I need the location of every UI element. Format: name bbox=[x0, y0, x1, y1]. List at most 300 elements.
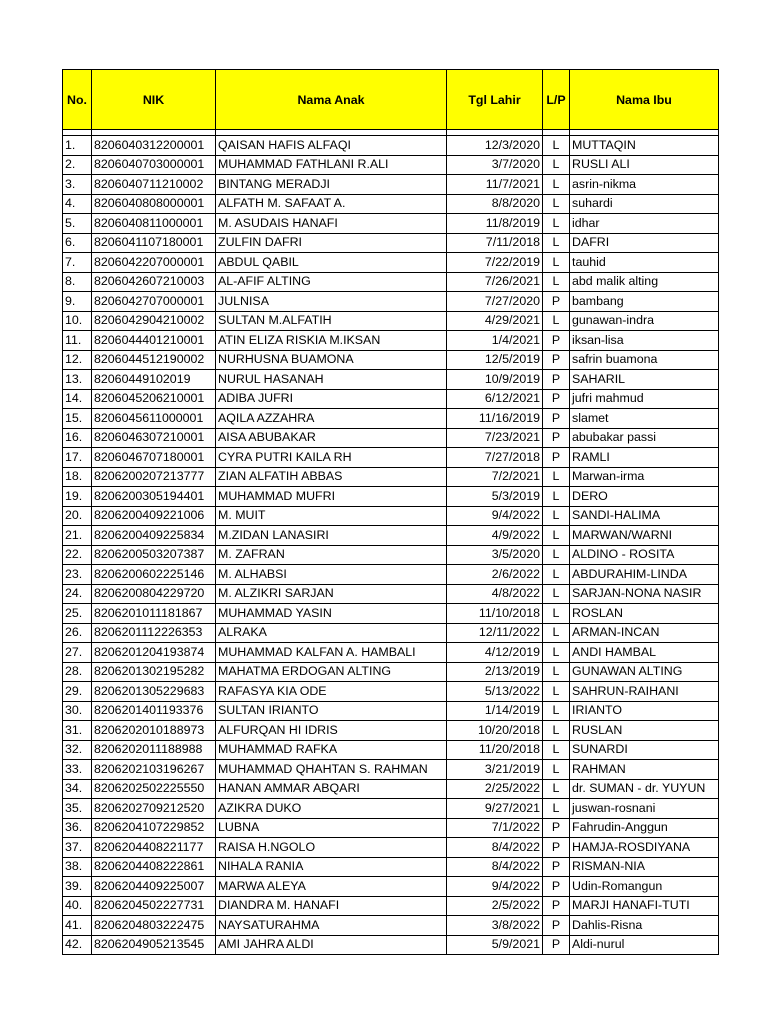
cell-tgl-lahir: 12/3/2020 bbox=[447, 136, 543, 156]
cell-nama-ibu: bambang bbox=[570, 292, 719, 312]
cell-lp: L bbox=[543, 740, 570, 760]
cell-tgl-lahir: 10/9/2019 bbox=[447, 370, 543, 390]
cell-nik: 8206044401210001 bbox=[92, 331, 216, 351]
cell-nama-ibu: GUNAWAN ALTING bbox=[570, 662, 719, 682]
cell-no: 38. bbox=[63, 857, 92, 877]
table-row bbox=[63, 818, 719, 838]
cell-nik: 8206202502225550 bbox=[92, 779, 216, 799]
cell-nik: 8206201112226353 bbox=[92, 623, 216, 643]
table-row bbox=[63, 896, 719, 916]
cell-nama-anak: M. ALHABSI bbox=[216, 565, 447, 585]
cell-nama-ibu: slamet bbox=[570, 409, 719, 429]
cell-nik: 8206040811000001 bbox=[92, 214, 216, 234]
cell-tgl-lahir: 2/25/2022 bbox=[447, 779, 543, 799]
cell-nik: 8206204905213545 bbox=[92, 935, 216, 955]
cell-lp: P bbox=[543, 292, 570, 312]
cell-tgl-lahir: 5/9/2021 bbox=[447, 935, 543, 955]
cell-nik: 8206046707180001 bbox=[92, 448, 216, 468]
cell-nik: 8206046307210001 bbox=[92, 428, 216, 448]
cell-no: 35. bbox=[63, 799, 92, 819]
cell-nama-ibu: SAHARIL bbox=[570, 370, 719, 390]
cell-tgl-lahir: 5/13/2022 bbox=[447, 682, 543, 702]
cell-tgl-lahir: 3/21/2019 bbox=[447, 760, 543, 780]
table-row bbox=[63, 292, 719, 312]
header-nik: NIK bbox=[92, 70, 216, 130]
cell-tgl-lahir: 4/8/2022 bbox=[447, 584, 543, 604]
table-row bbox=[63, 350, 719, 370]
table-row bbox=[63, 409, 719, 429]
cell-tgl-lahir: 7/1/2022 bbox=[447, 818, 543, 838]
cell-no: 2. bbox=[63, 155, 92, 175]
cell-nik: 8206201011181867 bbox=[92, 604, 216, 624]
cell-no: 29. bbox=[63, 682, 92, 702]
cell-tgl-lahir: 9/27/2021 bbox=[447, 799, 543, 819]
table-row bbox=[63, 214, 719, 234]
cell-nama-ibu: iksan-lisa bbox=[570, 331, 719, 351]
table-row bbox=[63, 779, 719, 799]
cell-nama-anak: ATIN ELIZA RISKIA M.IKSAN bbox=[216, 331, 447, 351]
cell-nik: 8206040703000001 bbox=[92, 155, 216, 175]
cell-nama-anak: M.ZIDAN LANASIRI bbox=[216, 526, 447, 546]
cell-nama-anak: MUHAMMAD MUFRI bbox=[216, 487, 447, 507]
cell-no: 7. bbox=[63, 253, 92, 273]
cell-no: 13. bbox=[63, 370, 92, 390]
cell-no: 14. bbox=[63, 389, 92, 409]
cell-lp: P bbox=[543, 389, 570, 409]
table-row bbox=[63, 253, 719, 273]
cell-nama-ibu: MUTTAQIN bbox=[570, 136, 719, 156]
cell-lp: P bbox=[543, 409, 570, 429]
cell-lp: P bbox=[543, 916, 570, 936]
cell-nik: 8206204803222475 bbox=[92, 916, 216, 936]
cell-nama-ibu: RAHMAN bbox=[570, 760, 719, 780]
cell-no: 3. bbox=[63, 175, 92, 195]
cell-nama-anak: M. ALZIKRI SARJAN bbox=[216, 584, 447, 604]
cell-lp: L bbox=[543, 779, 570, 799]
header-row bbox=[63, 70, 719, 130]
cell-nama-ibu: safrin buamona bbox=[570, 350, 719, 370]
cell-nama-anak: AL-AFIF ALTING bbox=[216, 272, 447, 292]
cell-tgl-lahir: 9/4/2022 bbox=[447, 506, 543, 526]
cell-no: 21. bbox=[63, 526, 92, 546]
cell-nama-ibu: DAFRI bbox=[570, 233, 719, 253]
cell-lp: P bbox=[543, 857, 570, 877]
cell-nama-ibu: asrin-nikma bbox=[570, 175, 719, 195]
table-row bbox=[63, 233, 719, 253]
cell-lp: L bbox=[543, 799, 570, 819]
cell-nama-ibu: IRIANTO bbox=[570, 701, 719, 721]
cell-nama-anak: ABDUL QABIL bbox=[216, 253, 447, 273]
cell-tgl-lahir: 12/5/2019 bbox=[447, 350, 543, 370]
cell-lp: P bbox=[543, 428, 570, 448]
cell-nama-anak: NIHALA RANIA bbox=[216, 857, 447, 877]
table-row bbox=[63, 506, 719, 526]
cell-nik: 82060449102019 bbox=[92, 370, 216, 390]
cell-tgl-lahir: 7/23/2021 bbox=[447, 428, 543, 448]
table-row bbox=[63, 545, 719, 565]
cell-no: 41. bbox=[63, 916, 92, 936]
cell-nik: 8206200602225146 bbox=[92, 565, 216, 585]
cell-lp: L bbox=[543, 506, 570, 526]
cell-nik: 8206204502227731 bbox=[92, 896, 216, 916]
cell-lp: L bbox=[543, 155, 570, 175]
cell-nik: 8206200503207387 bbox=[92, 545, 216, 565]
cell-nama-ibu: gunawan-indra bbox=[570, 311, 719, 331]
cell-nama-ibu: suhardi bbox=[570, 194, 719, 214]
cell-nama-anak: MUHAMMAD KALFAN A. HAMBALI bbox=[216, 643, 447, 663]
cell-nik: 8206200305194401 bbox=[92, 487, 216, 507]
cell-nik: 8206042904210002 bbox=[92, 311, 216, 331]
cell-tgl-lahir: 7/27/2018 bbox=[447, 448, 543, 468]
cell-no: 26. bbox=[63, 623, 92, 643]
table-row bbox=[63, 682, 719, 702]
table-row bbox=[63, 467, 719, 487]
table-row bbox=[63, 857, 719, 877]
table-row bbox=[63, 935, 719, 955]
cell-nama-anak: ALFATH M. SAFAAT A. bbox=[216, 194, 447, 214]
header-no: No. bbox=[63, 70, 92, 130]
cell-no: 42. bbox=[63, 935, 92, 955]
cell-nama-anak: DIANDRA M. HANAFI bbox=[216, 896, 447, 916]
cell-tgl-lahir: 7/26/2021 bbox=[447, 272, 543, 292]
cell-nama-anak: ZIAN ALFATIH ABBAS bbox=[216, 467, 447, 487]
table-row bbox=[63, 194, 719, 214]
cell-nama-anak: RAISA H.NGOLO bbox=[216, 838, 447, 858]
cell-nama-ibu: Dahlis-Risna bbox=[570, 916, 719, 936]
cell-nama-anak: AMI JAHRA ALDI bbox=[216, 935, 447, 955]
cell-tgl-lahir: 5/3/2019 bbox=[447, 487, 543, 507]
cell-tgl-lahir: 11/7/2021 bbox=[447, 175, 543, 195]
cell-tgl-lahir: 2/13/2019 bbox=[447, 662, 543, 682]
cell-lp: L bbox=[543, 643, 570, 663]
cell-nama-ibu: tauhid bbox=[570, 253, 719, 273]
cell-nama-ibu: RAMLI bbox=[570, 448, 719, 468]
cell-tgl-lahir: 8/4/2022 bbox=[447, 857, 543, 877]
cell-tgl-lahir: 11/8/2019 bbox=[447, 214, 543, 234]
cell-nama-ibu: Udin-Romangun bbox=[570, 877, 719, 897]
cell-nama-ibu: DERO bbox=[570, 487, 719, 507]
cell-no: 37. bbox=[63, 838, 92, 858]
cell-lp: L bbox=[543, 311, 570, 331]
cell-nama-ibu: abubakar passi bbox=[570, 428, 719, 448]
cell-lp: L bbox=[543, 214, 570, 234]
table-row bbox=[63, 838, 719, 858]
cell-nama-ibu: RUSLI ALI bbox=[570, 155, 719, 175]
cell-nama-anak: AQILA AZZAHRA bbox=[216, 409, 447, 429]
table-row bbox=[63, 877, 719, 897]
cell-nama-ibu: SANDI-HALIMA bbox=[570, 506, 719, 526]
table-row bbox=[63, 701, 719, 721]
cell-nik: 8206045206210001 bbox=[92, 389, 216, 409]
cell-nama-ibu: Marwan-irma bbox=[570, 467, 719, 487]
cell-no: 17. bbox=[63, 448, 92, 468]
cell-nama-anak: M. ZAFRAN bbox=[216, 545, 447, 565]
cell-lp: P bbox=[543, 838, 570, 858]
cell-nama-ibu: ANDI HAMBAL bbox=[570, 643, 719, 663]
cell-lp: L bbox=[543, 565, 570, 585]
cell-nama-ibu: HAMJA-ROSDIYANA bbox=[570, 838, 719, 858]
cell-lp: L bbox=[543, 662, 570, 682]
cell-lp: P bbox=[543, 877, 570, 897]
cell-lp: L bbox=[543, 194, 570, 214]
cell-lp: L bbox=[543, 526, 570, 546]
cell-lp: L bbox=[543, 136, 570, 156]
cell-nik: 8206201204193874 bbox=[92, 643, 216, 663]
cell-nama-ibu: jufri mahmud bbox=[570, 389, 719, 409]
cell-nama-anak: ALRAKA bbox=[216, 623, 447, 643]
cell-lp: L bbox=[543, 272, 570, 292]
cell-nik: 8206201302195282 bbox=[92, 662, 216, 682]
cell-nama-anak: ADIBA JUFRI bbox=[216, 389, 447, 409]
cell-nik: 8206044512190002 bbox=[92, 350, 216, 370]
cell-tgl-lahir: 4/12/2019 bbox=[447, 643, 543, 663]
cell-lp: P bbox=[543, 896, 570, 916]
cell-nik: 8206204409225007 bbox=[92, 877, 216, 897]
table-row bbox=[63, 136, 719, 156]
header-nama-anak: Nama Anak bbox=[216, 70, 447, 130]
cell-nama-anak: JULNISA bbox=[216, 292, 447, 312]
table-row bbox=[63, 448, 719, 468]
cell-lp: L bbox=[543, 487, 570, 507]
cell-lp: P bbox=[543, 818, 570, 838]
cell-lp: P bbox=[543, 935, 570, 955]
cell-no: 31. bbox=[63, 721, 92, 741]
cell-no: 36. bbox=[63, 818, 92, 838]
cell-lp: L bbox=[543, 721, 570, 741]
table-row bbox=[63, 799, 719, 819]
cell-nik: 8206201305229683 bbox=[92, 682, 216, 702]
table-body bbox=[63, 136, 719, 955]
cell-nama-anak: NURUL HASANAH bbox=[216, 370, 447, 390]
header-tgl-lahir: Tgl Lahir bbox=[447, 70, 543, 130]
cell-nama-anak: MUHAMMAD YASIN bbox=[216, 604, 447, 624]
cell-nama-anak: M. ASUDAIS HANAFI bbox=[216, 214, 447, 234]
cell-no: 1. bbox=[63, 136, 92, 156]
cell-nama-ibu: Aldi-nurul bbox=[570, 935, 719, 955]
cell-tgl-lahir: 3/7/2020 bbox=[447, 155, 543, 175]
table-row bbox=[63, 604, 719, 624]
cell-tgl-lahir: 11/10/2018 bbox=[447, 604, 543, 624]
cell-lp: P bbox=[543, 350, 570, 370]
cell-nama-anak: NURHUSNA BUAMONA bbox=[216, 350, 447, 370]
cell-lp: P bbox=[543, 370, 570, 390]
data-table bbox=[62, 69, 719, 955]
cell-no: 27. bbox=[63, 643, 92, 663]
cell-tgl-lahir: 9/4/2022 bbox=[447, 877, 543, 897]
cell-tgl-lahir: 10/20/2018 bbox=[447, 721, 543, 741]
cell-nama-anak: ZULFIN DAFRI bbox=[216, 233, 447, 253]
cell-no: 24. bbox=[63, 584, 92, 604]
cell-nik: 8206042707000001 bbox=[92, 292, 216, 312]
cell-nama-anak: MUHAMMAD FATHLANI R.ALI bbox=[216, 155, 447, 175]
cell-no: 22. bbox=[63, 545, 92, 565]
cell-lp: L bbox=[543, 233, 570, 253]
table-row bbox=[63, 311, 719, 331]
table-row bbox=[63, 175, 719, 195]
cell-nama-ibu: ALDINO - ROSITA bbox=[570, 545, 719, 565]
cell-nama-ibu: ABDURAHIM-LINDA bbox=[570, 565, 719, 585]
table-row bbox=[63, 721, 719, 741]
cell-tgl-lahir: 8/4/2022 bbox=[447, 838, 543, 858]
cell-nik: 8206202709212520 bbox=[92, 799, 216, 819]
cell-nama-ibu: RUSLAN bbox=[570, 721, 719, 741]
cell-nama-anak: MUHAMMAD RAFKA bbox=[216, 740, 447, 760]
cell-lp: L bbox=[543, 604, 570, 624]
cell-lp: L bbox=[543, 623, 570, 643]
cell-nama-anak: LUBNA bbox=[216, 818, 447, 838]
header-lp: L/P bbox=[543, 70, 570, 130]
cell-no: 23. bbox=[63, 565, 92, 585]
cell-nama-anak: MAHATMA ERDOGAN ALTING bbox=[216, 662, 447, 682]
cell-tgl-lahir: 11/20/2018 bbox=[447, 740, 543, 760]
cell-nik: 8206040312200001 bbox=[92, 136, 216, 156]
cell-lp: L bbox=[543, 175, 570, 195]
cell-tgl-lahir: 3/5/2020 bbox=[447, 545, 543, 565]
cell-nama-anak: BINTANG MERADJI bbox=[216, 175, 447, 195]
cell-nama-anak: HANAN AMMAR ABQARI bbox=[216, 779, 447, 799]
cell-no: 6. bbox=[63, 233, 92, 253]
cell-nama-ibu: ROSLAN bbox=[570, 604, 719, 624]
cell-nik: 8206202011188988 bbox=[92, 740, 216, 760]
cell-tgl-lahir: 2/5/2022 bbox=[447, 896, 543, 916]
cell-nik: 8206040711210002 bbox=[92, 175, 216, 195]
table-row bbox=[63, 565, 719, 585]
cell-tgl-lahir: 2/6/2022 bbox=[447, 565, 543, 585]
table-row bbox=[63, 526, 719, 546]
cell-nama-anak: CYRA PUTRI KAILA RH bbox=[216, 448, 447, 468]
cell-nama-ibu: idhar bbox=[570, 214, 719, 234]
cell-lp: P bbox=[543, 331, 570, 351]
cell-no: 33. bbox=[63, 760, 92, 780]
cell-nama-anak: RAFASYA KIA ODE bbox=[216, 682, 447, 702]
table-row bbox=[63, 370, 719, 390]
table-row bbox=[63, 662, 719, 682]
cell-nik: 8206200409225834 bbox=[92, 526, 216, 546]
cell-nama-anak: SULTAN IRIANTO bbox=[216, 701, 447, 721]
cell-lp: L bbox=[543, 701, 570, 721]
cell-nik: 8206204107229852 bbox=[92, 818, 216, 838]
cell-tgl-lahir: 7/27/2020 bbox=[447, 292, 543, 312]
cell-nik: 8206040808000001 bbox=[92, 194, 216, 214]
cell-no: 18. bbox=[63, 467, 92, 487]
cell-lp: L bbox=[543, 545, 570, 565]
cell-lp: L bbox=[543, 584, 570, 604]
cell-no: 40. bbox=[63, 896, 92, 916]
cell-tgl-lahir: 3/8/2022 bbox=[447, 916, 543, 936]
cell-nama-anak: NAYSATURAHMA bbox=[216, 916, 447, 936]
table-row bbox=[63, 740, 719, 760]
table-row bbox=[63, 428, 719, 448]
table-row bbox=[63, 643, 719, 663]
cell-nik: 8206204408221177 bbox=[92, 838, 216, 858]
cell-no: 15. bbox=[63, 409, 92, 429]
cell-nik: 8206042607210003 bbox=[92, 272, 216, 292]
cell-nama-anak: M. MUIT bbox=[216, 506, 447, 526]
cell-nama-anak: SULTAN M.ALFATIH bbox=[216, 311, 447, 331]
cell-nama-ibu: ARMAN-INCAN bbox=[570, 623, 719, 643]
cell-nik: 8206202010188973 bbox=[92, 721, 216, 741]
cell-nama-ibu: dr. SUMAN - dr. YUYUN bbox=[570, 779, 719, 799]
cell-lp: L bbox=[543, 467, 570, 487]
cell-tgl-lahir: 1/4/2021 bbox=[447, 331, 543, 351]
cell-nama-ibu: MARJI HANAFI-TUTI bbox=[570, 896, 719, 916]
table-row bbox=[63, 916, 719, 936]
cell-nik: 8206200409221006 bbox=[92, 506, 216, 526]
table-row bbox=[63, 331, 719, 351]
cell-no: 16. bbox=[63, 428, 92, 448]
cell-no: 20. bbox=[63, 506, 92, 526]
table-row bbox=[63, 760, 719, 780]
cell-nama-anak: MUHAMMAD QHAHTAN S. RAHMAN bbox=[216, 760, 447, 780]
cell-nik: 8206200207213777 bbox=[92, 467, 216, 487]
cell-nama-anak: AISA ABUBAKAR bbox=[216, 428, 447, 448]
table-row bbox=[63, 155, 719, 175]
cell-no: 34. bbox=[63, 779, 92, 799]
cell-no: 4. bbox=[63, 194, 92, 214]
cell-nik: 8206200804229720 bbox=[92, 584, 216, 604]
cell-nama-anak: QAISAN HAFIS ALFAQI bbox=[216, 136, 447, 156]
cell-no: 30. bbox=[63, 701, 92, 721]
table-row bbox=[63, 272, 719, 292]
table-row bbox=[63, 623, 719, 643]
cell-nama-ibu: MARWAN/WARNI bbox=[570, 526, 719, 546]
cell-tgl-lahir: 12/11/2022 bbox=[447, 623, 543, 643]
cell-nama-anak: MARWA ALEYA bbox=[216, 877, 447, 897]
cell-nama-anak: ALFURQAN HI IDRIS bbox=[216, 721, 447, 741]
cell-tgl-lahir: 4/29/2021 bbox=[447, 311, 543, 331]
cell-nik: 8206042207000001 bbox=[92, 253, 216, 273]
cell-nama-ibu: juswan-rosnani bbox=[570, 799, 719, 819]
cell-nik: 8206204408222861 bbox=[92, 857, 216, 877]
cell-nik: 8206202103196267 bbox=[92, 760, 216, 780]
cell-tgl-lahir: 4/9/2022 bbox=[447, 526, 543, 546]
cell-no: 11. bbox=[63, 331, 92, 351]
cell-no: 32. bbox=[63, 740, 92, 760]
cell-no: 25. bbox=[63, 604, 92, 624]
cell-nama-ibu: abd malik alting bbox=[570, 272, 719, 292]
cell-no: 9. bbox=[63, 292, 92, 312]
cell-tgl-lahir: 6/12/2021 bbox=[447, 389, 543, 409]
cell-nik: 8206041107180001 bbox=[92, 233, 216, 253]
cell-no: 39. bbox=[63, 877, 92, 897]
cell-tgl-lahir: 8/8/2020 bbox=[447, 194, 543, 214]
cell-no: 28. bbox=[63, 662, 92, 682]
cell-no: 19. bbox=[63, 487, 92, 507]
cell-nama-ibu: Fahrudin-Anggun bbox=[570, 818, 719, 838]
cell-nik: 8206201401193376 bbox=[92, 701, 216, 721]
cell-no: 5. bbox=[63, 214, 92, 234]
table-row bbox=[63, 487, 719, 507]
cell-no: 12. bbox=[63, 350, 92, 370]
cell-tgl-lahir: 7/11/2018 bbox=[447, 233, 543, 253]
cell-nik: 8206045611000001 bbox=[92, 409, 216, 429]
cell-tgl-lahir: 7/2/2021 bbox=[447, 467, 543, 487]
cell-no: 10. bbox=[63, 311, 92, 331]
cell-lp: L bbox=[543, 760, 570, 780]
cell-nama-ibu: SARJAN-NONA NASIR bbox=[570, 584, 719, 604]
cell-tgl-lahir: 11/16/2019 bbox=[447, 409, 543, 429]
cell-tgl-lahir: 1/14/2019 bbox=[447, 701, 543, 721]
cell-nama-ibu: RISMAN-NIA bbox=[570, 857, 719, 877]
cell-lp: L bbox=[543, 253, 570, 273]
table-row bbox=[63, 389, 719, 409]
header-nama-ibu: Nama Ibu bbox=[570, 70, 719, 130]
cell-nama-ibu: SUNARDI bbox=[570, 740, 719, 760]
cell-nama-anak: AZIKRA DUKO bbox=[216, 799, 447, 819]
cell-nama-ibu: SAHRUN-RAIHANI bbox=[570, 682, 719, 702]
table-row bbox=[63, 584, 719, 604]
cell-lp: P bbox=[543, 448, 570, 468]
